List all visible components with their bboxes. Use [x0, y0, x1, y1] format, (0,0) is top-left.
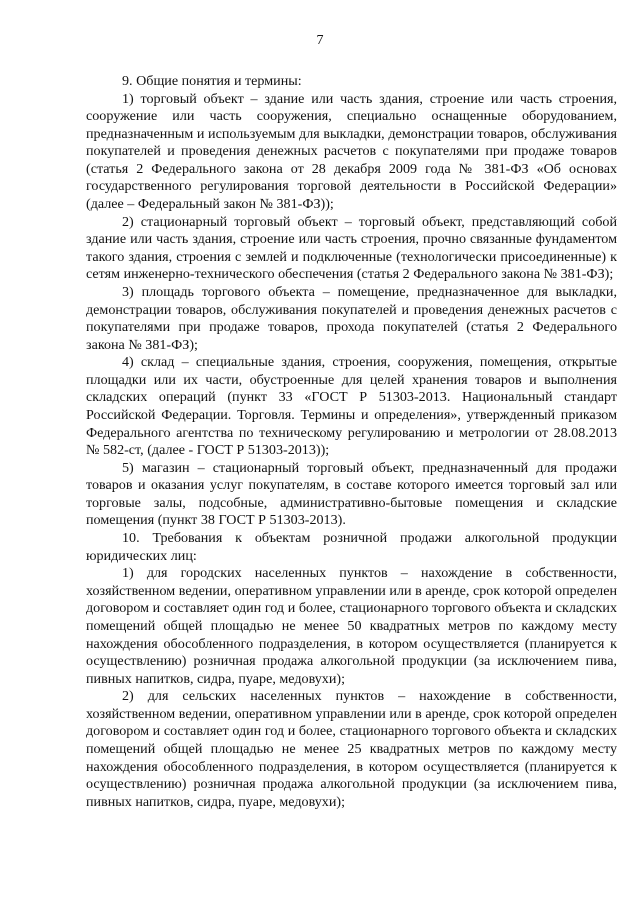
document-body	[86, 73, 617, 811]
page-number: 7	[316, 33, 324, 48]
section-10-item-1: 1) для городских населенных пунктов – нахождение в собственности, хозяйственном ведении, оперативном управлении или в аренде, срок которой определен договором и составляет один год и более, стационарного торгового объекта и складских помещений общей площадью не менее 50 квадратных метров по каждому месту нахождения обособленного подразделения, в котором осуществляется (планируется к осуществлению) розничная продажа алкогольной продукции (за исключением пива, пивных напитков, сидра, пуаре, медовухи);	[86, 565, 617, 687]
section-9-item-3: 3) площадь торгового объекта – помещение, предназначенное для выкладки, демонстрации товаров, обслуживания покупателей и проведения денежных расчетов с покупателями при продаже товаров, прохода покупателей (статья 2 Федерального закона № 381-ФЗ);	[86, 283, 617, 353]
section-9-item-5: 5) магазин – стационарный торговый объект, предназначенный для продажи товаров и оказания услуг покупателям, в составе которого имеется торговый зал или торговые залы, подсобные, административно-бытовые помещения и складские помещения (пункт 38 ГОСТ Р 51303-2013).	[86, 459, 617, 529]
section-10-item-2: 2) для сельских населенных пунктов – нахождение в собственности, хозяйственном ведении, оперативном управлении или в аренде, срок которой определен договором и составляет один год и более, стационарного торгового объекта и складских помещений общей площадью не менее 25 квадратных метров по каждому месту нахождения обособленного подразделения, в котором осуществляется (планируется к осуществлению) розничная продажа алкогольной продукции (за исключением пива, пивных напитков, сидра, пуаре, медовухи);	[86, 688, 617, 810]
section-9-item-1: 1) торговый объект – здание или часть здания, строение или часть строения, сооружение или часть сооружения, специально оснащенные оборудованием, предназначенным и используемым для выкладки, демонстрации товаров, обслуживания покупателей и проведения денежных расчетов с покупателями при продаже товаров (статья 2 Федерального закона от 28 декабря 2009 года № 381-ФЗ «Об основах государственного регулирования торговой деятельности в Российской Федерации» (далее – Федеральный закон № 381-ФЗ));	[86, 90, 617, 213]
section-9-heading: 9. Общие понятия и термины:	[122, 73, 302, 89]
section-9-item-4: 4) склад – специальные здания, строения, сооружения, помещения, открытые площадки или их части, обустроенные для целей хранения товаров и выполнения складских операций (пункт 33 «ГОСТ Р 51303-2013. Национальный стандарт Российской Федерации. Торговля. Термины и определения», утвержденный приказом Федерального агентства по техническому регулированию и метрологии от 28.08.2013 № 582-ст, (далее - ГОСТ Р 51303-2013));	[86, 354, 617, 459]
section-9-item-2: 2) стационарный торговый объект – торговый объект, представляющий собой здание или часть здания, строение или часть строения, прочно связанные фундаментом такого здания, строения с землей и подключенные (технологически присоединенные) к сетям инженерно-технического обеспечения (статья 2 Федерального закона № 381-ФЗ);	[86, 213, 617, 283]
section-10-heading: 10. Требования к объектам розничной продажи алкогольной продукции юридических лиц:	[86, 530, 617, 564]
